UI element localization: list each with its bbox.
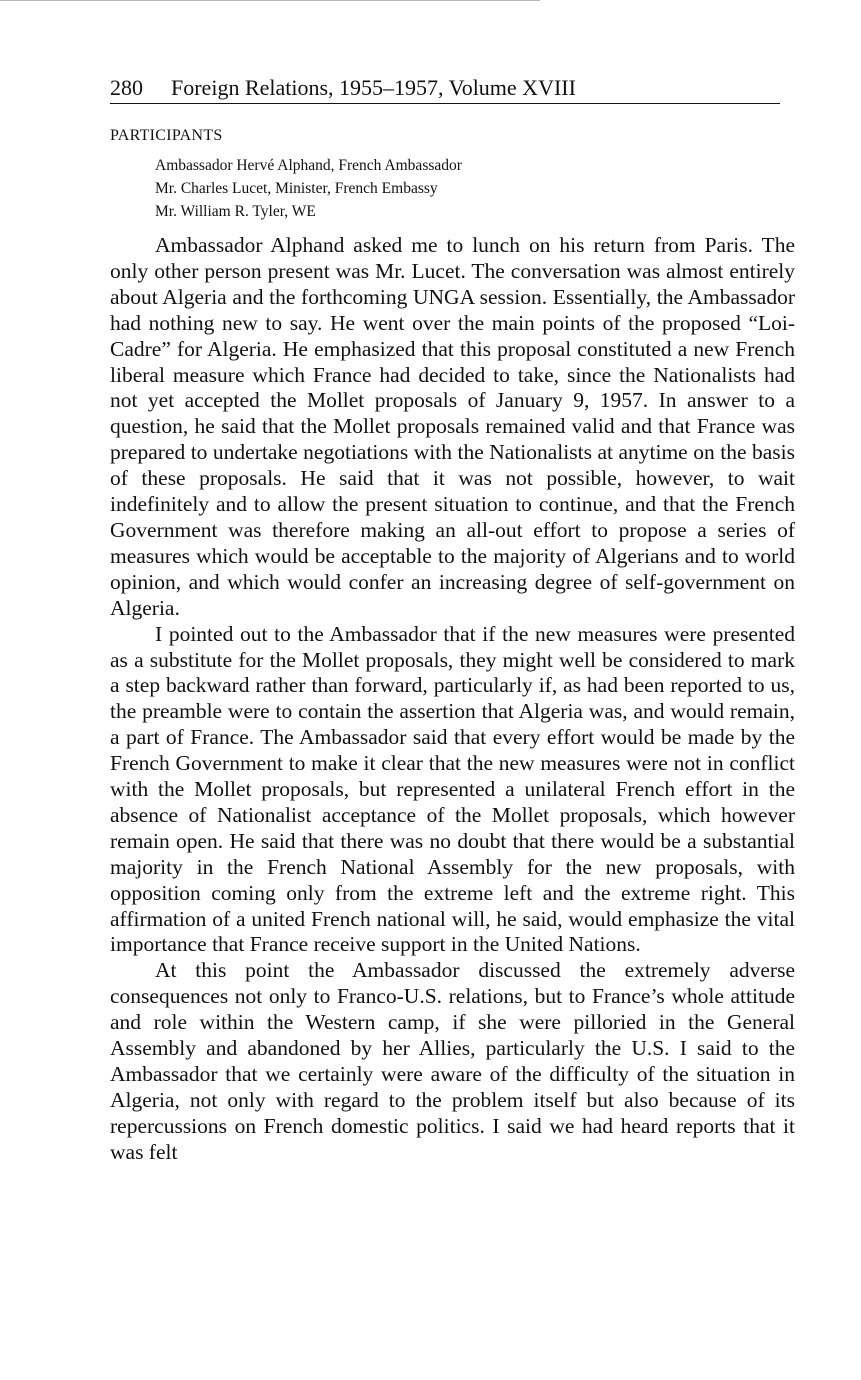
participant-item: Mr. William R. Tyler, WE bbox=[155, 203, 316, 220]
top-edge-rule bbox=[0, 0, 540, 1]
participants-list bbox=[155, 154, 795, 223]
participant-item: Mr. Charles Lucet, Minister, French Embassy bbox=[155, 180, 438, 197]
running-head-title: Foreign Relations, 1955–1957, Volume XVIII bbox=[171, 75, 576, 100]
body-paragraph: At this point the Ambassador discussed the extremely adverse consequences not only to Franco-U.S. relations, but to France’s whole attitude and role within the Western camp, if she were pilloried in the General Assembly and abandoned by her Allies, particularly the U.S. I said to the Ambassador that we certainly were aware of the difficulty of the situation in Algeria, not only with regard to the problem itself but also because of its repercussions on French domestic politics. I said we had heard reports that it was felt bbox=[110, 958, 795, 1164]
participants-heading: PARTICIPANTS bbox=[110, 127, 223, 144]
participant-item: Ambassador Hervé Alphand, French Ambassador bbox=[155, 157, 462, 174]
memorandum-body bbox=[110, 233, 795, 1166]
running-head bbox=[110, 74, 780, 104]
body-paragraph: I pointed out to the Ambassador that if the new measures were presented as a substitute for the Mollet proposals, they might well be considered to mark a step backward rather than forward, particularly if, as had been reported to us, the preamble were to contain the assertion that Algeria was, and would remain, a part of France. The Ambassador said that every effort would be made by the French Government to make it clear that the new measures were not in conflict with the Mollet proposals, but represented a unilateral French effort in the absence of Nationalist acceptance of the Mollet proposals, which however remain open. He said that there was no doubt that there would be a substantial majority in the French National Assembly for the new proposals, with opposition coming only from the extreme left and the extreme right. This affirmation of a united French national will, he said, would emphasize the vital importance that France receive support in the United Nations. bbox=[110, 621, 795, 957]
page-number: 280 bbox=[110, 75, 143, 100]
document-page bbox=[110, 74, 795, 1166]
body-paragraph: Ambassador Alphand asked me to lunch on his return from Paris. The only other person present was Mr. Lucet. The conversation was almost entirely about Algeria and the forthcoming UNGA session. Essentially, the Ambassador had nothing new to say. He went over the main points of the proposed “Loi-Cadre” for Algeria. He emphasized that this proposal constituted a new French liberal measure which France had decided to take, since the Nationalists had not yet accepted the Mollet proposals of January 9, 1957. In answer to a question, he said that the Mollet proposals remained valid and that France was prepared to undertake negotiations with the Nationalists at anytime on the basis of these proposals. He said that it was not possible, however, to wait indefinitely and to allow the present situation to continue, and that the French Government was therefore making an all-out effort to propose a series of measures which would be acceptable to the majority of Algerians and to world opinion, and which would confer an increasing degree of self-government on Algeria. bbox=[110, 233, 795, 620]
